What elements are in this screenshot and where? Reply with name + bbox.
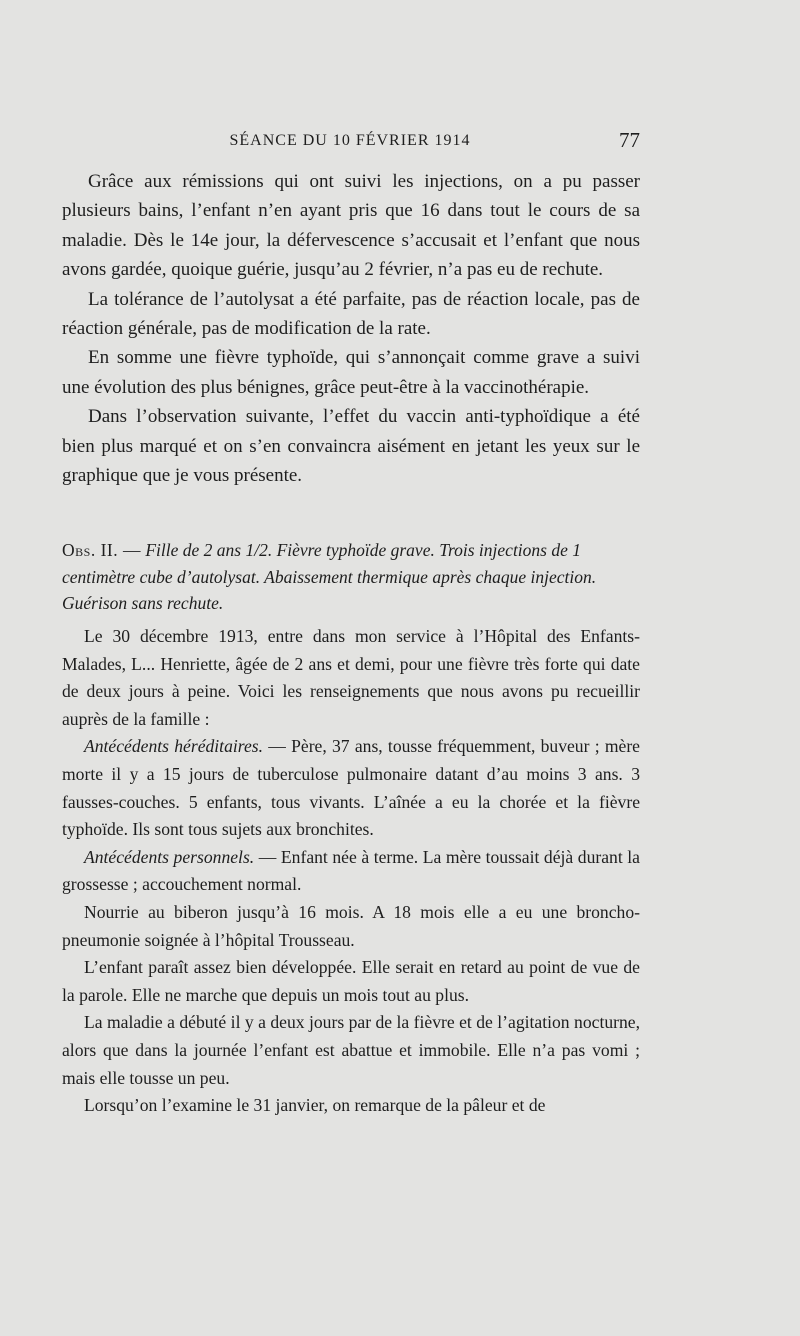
paragraph-text: La maladie a débuté il y a deux jours par de la fièvre et de l’agitation nocturne, alors que dans la journée l’enfant est abattue et immobile. Elle n’a pas vomi ; mais elle tousse un peu. <box>62 1012 640 1088</box>
paragraph <box>62 1009 640 1092</box>
observation-label: Obs. II. — <box>62 540 141 560</box>
observation-heading <box>62 537 640 617</box>
section-lead: Antécédents héréditaires. <box>84 736 264 757</box>
paragraph <box>62 954 640 1009</box>
paragraph: En somme une fièvre typhoïde, qui s’annonçait comme grave a suivi une évolution des plus bénignes, grâce peut-être à la vaccinothérapie. <box>62 347 640 398</box>
paragraph-text: — Père, 37 ans, tousse fréquemment, buveur ; mère morte il y a 15 jours de tuberculose pulmonaire datant d’au moins 3 ans. 3 fausses-couches. 5 enfants, tous vivants. L’aînée a eu la chorée et la fièvre typhoïde. Ils sont tous sujets aux bronchites. <box>62 736 640 840</box>
page-number: 77 <box>619 128 640 152</box>
paragraph <box>62 899 640 954</box>
page-header <box>60 128 640 156</box>
body-text <box>62 167 640 490</box>
paragraph: La tolérance de l’autolysat a été parfaite, pas de réaction locale, pas de réaction générale, pas de modification de la rate. <box>62 288 640 340</box>
running-title: SÉANCE DU 10 FÉVRIER 1914 <box>229 132 471 149</box>
paragraph: Dans l’observation suivante, l’effet du vaccin anti-typhoïdique a été bien plus marqué et on s’en convaincra aisément en jetant les yeux sur le graphique que je vous présente. <box>62 406 640 487</box>
observation-title: Fille de 2 ans 1/2. Fièvre typhoïde grave. Trois injections de 1 centimètre cube d’autolysat. Abaissement thermique après chaque injection. Guérison sans rechute. <box>62 540 597 613</box>
paragraph-text: — Enfant née à terme. La mère toussait déjà durant la grossesse ; accouchement normal. <box>62 846 640 895</box>
paragraph-text: Le 30 décembre 1913, entre dans mon service à l’Hôpital des Enfants-Malades, L... Henriette, âgée de 2 ans et demi, pour une fièvre très forte qui date de deux jours à peine. Voici les renseignements que nous avons pu recueillir auprès de la famille : <box>62 626 640 729</box>
paragraph-text: L’enfant paraît assez bien développée. Elle serait en retard au point de vue de la parole. Elle ne marche que depuis un mois tout au plus. <box>62 957 640 1005</box>
paragraph <box>62 623 640 733</box>
paragraph: Grâce aux rémissions qui ont suivi les injections, on a pu passer plusieurs bains, l’enfant n’en ayant pris que 16 dans tout le cours de sa maladie. Dès le 14e jour, la défervescence s’accusait et l’enfant que nous avons gardée, quoique guérie, jusqu’au 2 février, n’a pas eu de rechute. <box>62 171 640 281</box>
paragraph-text: Nourrie au biberon jusqu’à 16 mois. A 18 mois elle a eu une broncho-pneumonie soignée à l’hôpital Trousseau. <box>62 901 640 950</box>
paragraph <box>62 1092 640 1120</box>
paragraph <box>62 844 640 899</box>
section-lead: Antécédents personnels. <box>84 846 255 867</box>
paragraph-text: Lorsqu’on l’examine le 31 janvier, on remarque de la pâleur et de <box>84 1095 546 1116</box>
observation-text <box>62 623 640 1120</box>
paragraph <box>62 733 640 843</box>
